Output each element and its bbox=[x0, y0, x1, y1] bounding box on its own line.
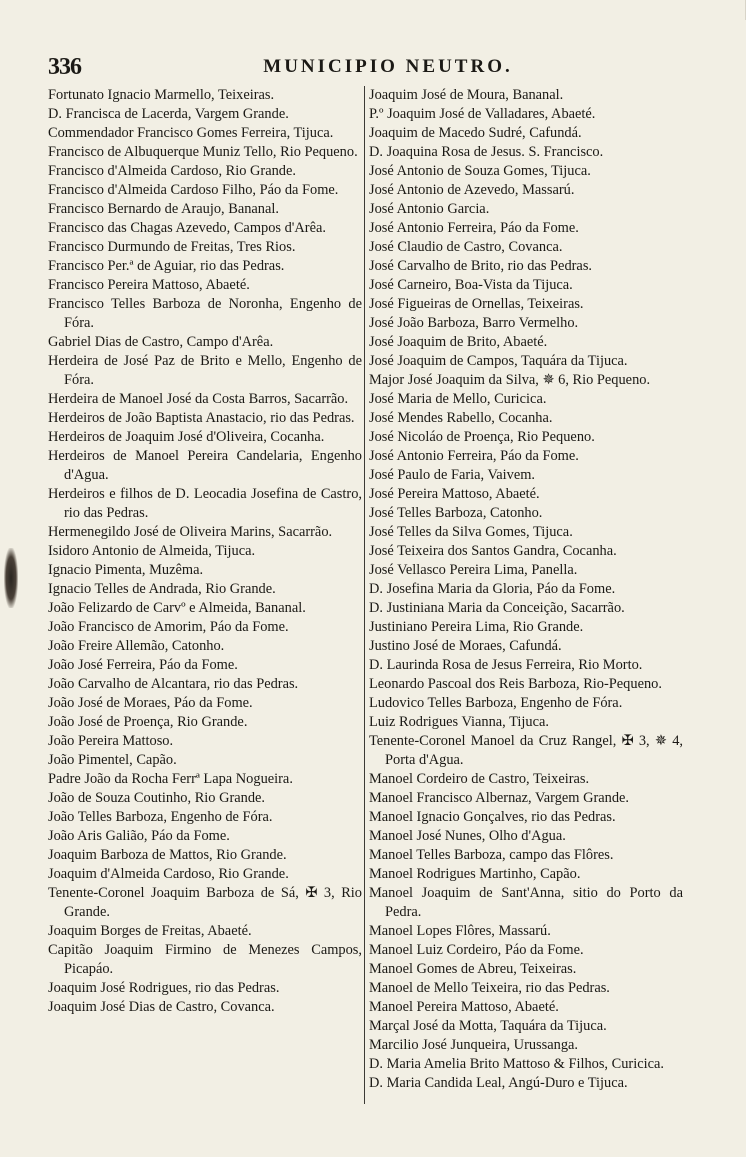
directory-entry: Francisco das Chagas Azevedo, Campos d'Arêa. bbox=[48, 220, 326, 236]
directory-entry: Manoel Luiz Cordeiro, Páo da Fome. bbox=[369, 942, 584, 958]
directory-entry: João Carvalho de Alcantara, rio das Pedras. bbox=[48, 676, 299, 692]
left-column bbox=[48, 86, 362, 1017]
directory-entry: José Mendes Rabello, Cocanha. bbox=[369, 410, 553, 426]
running-title: MUNICIPIO NEUTRO. bbox=[263, 56, 513, 77]
directory-entry: D. Laurinda Rosa de Jesus Ferreira, Rio Morto. bbox=[369, 657, 643, 673]
directory-entry: D. Justiniana Maria da Conceição, Sacarrão. bbox=[369, 600, 625, 616]
directory-entry: João Pimentel, Capão. bbox=[48, 752, 177, 768]
directory-entry: José Telles Barboza, Catonho. bbox=[369, 505, 543, 521]
directory-entry: João de Souza Coutinho, Rio Grande. bbox=[48, 790, 266, 806]
directory-entry: Padre João da Rocha Ferrª Lapa Nogueira. bbox=[48, 771, 293, 787]
right-column bbox=[369, 86, 683, 1093]
directory-entry: D. Josefina Maria da Gloria, Páo da Fome. bbox=[369, 581, 616, 597]
margin-ink-stain bbox=[4, 548, 18, 608]
directory-entry: José Paulo de Faria, Vaivem. bbox=[369, 467, 535, 483]
directory-entry: José Figueiras de Ornellas, Teixeiras. bbox=[369, 296, 584, 312]
column-divider bbox=[364, 86, 365, 1104]
directory-entry: João José Ferreira, Páo da Fome. bbox=[48, 657, 238, 673]
directory-entry: Manoel José Nunes, Olho d'Agua. bbox=[369, 828, 566, 844]
directory-entry: Marçal José da Motta, Taquára da Tijuca. bbox=[369, 1018, 607, 1034]
directory-entry: Justino José de Moraes, Cafundá. bbox=[369, 638, 562, 654]
directory-entry: José Antonio Ferreira, Páo da Fome. bbox=[369, 220, 579, 236]
directory-entry: P.º Joaquim José de Valladares, Abaeté. bbox=[369, 106, 596, 122]
directory-entry: D. Maria Amelia Brito Mattoso & Filhos, Curicica. bbox=[369, 1056, 664, 1072]
directory-entry: Hermenegildo José de Oliveira Marins, Sacarrão. bbox=[48, 524, 333, 540]
directory-entry: Manoel Joaquim de Sant'Anna, sitio do Porto da Pedra. bbox=[369, 885, 683, 920]
directory-entry: José Claudio de Castro, Covanca. bbox=[369, 239, 563, 255]
directory-entry: Luiz Rodrigues Vianna, Tijuca. bbox=[369, 714, 549, 730]
directory-entry: José Carvalho de Brito, rio das Pedras. bbox=[369, 258, 593, 274]
directory-entry: José Maria de Mello, Curicica. bbox=[369, 391, 547, 407]
directory-entry: José Antonio de Azevedo, Massarú. bbox=[369, 182, 575, 198]
directory-entry: Manoel Rodrigues Martinho, Capão. bbox=[369, 866, 581, 882]
directory-entry: João Felizardo de Carvº e Almeida, Bananal. bbox=[48, 600, 306, 616]
directory-entry: Marcilio José Junqueira, Urussanga. bbox=[369, 1037, 579, 1053]
directory-entry: D. Maria Candida Leal, Angú-Duro e Tijuca. bbox=[369, 1075, 628, 1091]
directory-entry: Joaquim Borges de Freitas, Abaeté. bbox=[48, 923, 252, 939]
directory-entry: Herdeira de Manoel José da Costa Barros, Sacarrão. bbox=[48, 391, 349, 407]
directory-entry: Francisco de Albuquerque Muniz Tello, Rio Pequeno. bbox=[48, 144, 358, 160]
directory-entry: João José de Moraes, Páo da Fome. bbox=[48, 695, 253, 711]
directory-entry: Joaquim d'Almeida Cardoso, Rio Grande. bbox=[48, 866, 289, 882]
directory-entry: Francisco Telles Barboza de Noronha, Engenho de Fóra. bbox=[48, 296, 362, 331]
directory-entry: Major José Joaquim da Silva, ✵ 6, Rio Pequeno. bbox=[369, 372, 651, 388]
directory-entry: José João Barboza, Barro Vermelho. bbox=[369, 315, 579, 331]
directory-entry: Ignacio Pimenta, Muzêma. bbox=[48, 562, 204, 578]
directory-entry: Joaquim José Rodrigues, rio das Pedras. bbox=[48, 980, 280, 996]
directory-entry: José Carneiro, Boa-Vista da Tijuca. bbox=[369, 277, 573, 293]
directory-entry: Fortunato Ignacio Marmello, Teixeiras. bbox=[48, 87, 275, 103]
directory-entry: Herdeiros de Manoel Pereira Candelaria, Engenho d'Agua. bbox=[48, 448, 362, 483]
directory-entry: Francisco Pereira Mattoso, Abaeté. bbox=[48, 277, 250, 293]
directory-entry: Manoel Gomes de Abreu, Teixeiras. bbox=[369, 961, 577, 977]
directory-entry: João Francisco de Amorim, Páo da Fome. bbox=[48, 619, 289, 635]
directory-entry: Tenente-Coronel Joaquim Barboza de Sá, ✠ 3, Rio Grande. bbox=[48, 885, 362, 920]
directory-entry: D. Francisca de Lacerda, Vargem Grande. bbox=[48, 106, 289, 122]
directory-entry: Manoel de Mello Teixeira, rio das Pedras. bbox=[369, 980, 610, 996]
directory-entry: Francisco d'Almeida Cardoso, Rio Grande. bbox=[48, 163, 296, 179]
directory-entry: Joaquim José de Moura, Bananal. bbox=[369, 87, 564, 103]
directory-entry: Manoel Lopes Flôres, Massarú. bbox=[369, 923, 551, 939]
directory-entry: Isidoro Antonio de Almeida, Tijuca. bbox=[48, 543, 256, 559]
directory-entry: Herdeira de José Paz de Brito e Mello, Engenho de Fóra. bbox=[48, 353, 362, 388]
directory-entry: João Aris Galião, Páo da Fome. bbox=[48, 828, 230, 844]
directory-entry: Francisco Per.ª de Aguiar, rio das Pedras. bbox=[48, 258, 285, 274]
directory-entry: José Joaquim de Campos, Taquára da Tijuca. bbox=[369, 353, 628, 369]
directory-entry: Joaquim Barboza de Mattos, Rio Grande. bbox=[48, 847, 287, 863]
directory-entry: José Teixeira dos Santos Gandra, Cocanha. bbox=[369, 543, 617, 559]
directory-entry: Ludovico Telles Barboza, Engenho de Fóra. bbox=[369, 695, 623, 711]
directory-entry: Tenente-Coronel Manoel da Cruz Rangel, ✠ 3, ✵ 4, Porta d'Agua. bbox=[369, 733, 683, 768]
directory-entry: Capitão Joaquim Firmino de Menezes Campos, Picapáo. bbox=[48, 942, 362, 977]
directory-entry: Justiniano Pereira Lima, Rio Grande. bbox=[369, 619, 584, 635]
page-number: 336 bbox=[48, 54, 81, 80]
directory-entry: Joaquim de Macedo Sudré, Cafundá. bbox=[369, 125, 582, 141]
directory-entry: Manoel Telles Barboza, campo das Flôres. bbox=[369, 847, 614, 863]
directory-entry: Manoel Cordeiro de Castro, Teixeiras. bbox=[369, 771, 590, 787]
directory-entry: Gabriel Dias de Castro, Campo d'Arêa. bbox=[48, 334, 274, 350]
page-header bbox=[48, 50, 688, 80]
directory-entry: Francisco Durmundo de Freitas, Tres Rios. bbox=[48, 239, 296, 255]
directory-entry: José Antonio Ferreira, Páo da Fome. bbox=[369, 448, 579, 464]
directory-entry: José Vellasco Pereira Lima, Panella. bbox=[369, 562, 578, 578]
directory-entry: Herdeiros de Joaquim José d'Oliveira, Cocanha. bbox=[48, 429, 325, 445]
directory-entry: Manoel Francisco Albernaz, Vargem Grande. bbox=[369, 790, 630, 806]
directory-entry: João Telles Barboza, Engenho de Fóra. bbox=[48, 809, 273, 825]
directory-entry: José Telles da Silva Gomes, Tijuca. bbox=[369, 524, 573, 540]
directory-entry: Francisco d'Almeida Cardoso Filho, Páo da Fome. bbox=[48, 182, 339, 198]
directory-entry: José Nicoláo de Proença, Rio Pequeno. bbox=[369, 429, 595, 445]
directory-entry: D. Joaquina Rosa de Jesus. S. Francisco. bbox=[369, 144, 604, 160]
directory-entry: Francisco Bernardo de Araujo, Bananal. bbox=[48, 201, 279, 217]
directory-entry: Leonardo Pascoal dos Reis Barboza, Rio-Pequeno. bbox=[369, 676, 662, 692]
directory-entry: João Pereira Mattoso. bbox=[48, 733, 174, 749]
directory-entry: José Antonio de Souza Gomes, Tijuca. bbox=[369, 163, 591, 179]
directory-entry: Commendador Francisco Gomes Ferreira, Tijuca. bbox=[48, 125, 334, 141]
directory-entry: José Antonio Garcia. bbox=[369, 201, 490, 217]
directory-entry: Manoel Pereira Mattoso, Abaeté. bbox=[369, 999, 559, 1015]
directory-entry: Ignacio Telles de Andrada, Rio Grande. bbox=[48, 581, 276, 597]
directory-entry: José Joaquim de Brito, Abaeté. bbox=[369, 334, 548, 350]
directory-entry: Herdeiros e filhos de D. Leocadia Josefina de Castro, rio das Pedras. bbox=[48, 486, 362, 521]
directory-entry: João Freire Allemão, Catonho. bbox=[48, 638, 225, 654]
directory-entry: Herdeiros de João Baptista Anastacio, rio das Pedras. bbox=[48, 410, 355, 426]
directory-entry: João José de Proença, Rio Grande. bbox=[48, 714, 248, 730]
directory-entry: Joaquim José Dias de Castro, Covanca. bbox=[48, 999, 275, 1015]
directory-entry: Manoel Ignacio Gonçalves, rio das Pedras. bbox=[369, 809, 616, 825]
directory-entry: José Pereira Mattoso, Abaeté. bbox=[369, 486, 540, 502]
